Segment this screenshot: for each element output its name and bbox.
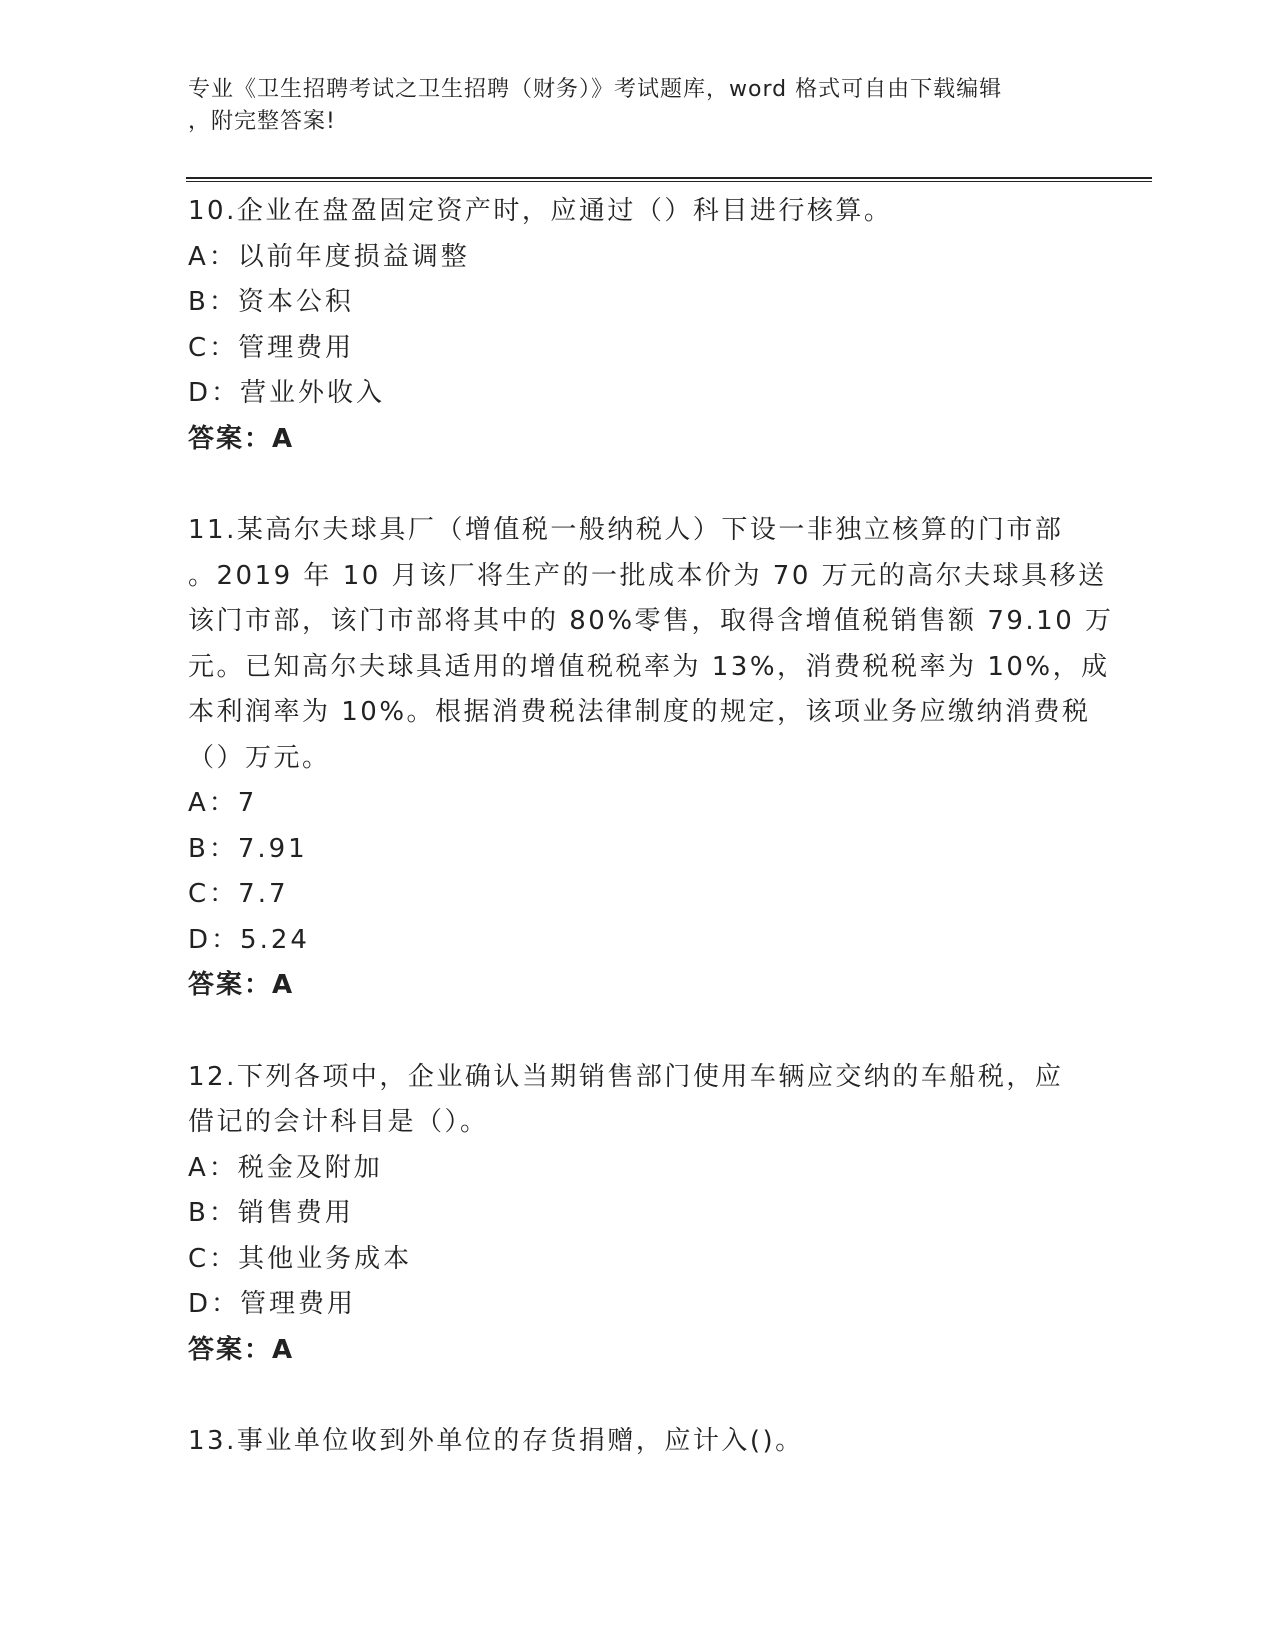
question-list <box>188 189 1114 1465</box>
question-line: 11.某高尔夫球具厂（增值税一般纳税人）下设一非独立核算的门市部 <box>188 515 1064 545</box>
question-12 <box>188 1055 1088 1374</box>
question-13 <box>188 1419 1088 1465</box>
answer-line: 答案：A <box>188 423 295 454</box>
question-line: 10.企业在盘盈固定资产时，应通过（）科目进行核算。 <box>188 196 893 226</box>
question-10 <box>188 189 1088 462</box>
question-line: 13.事业单位收到外单位的存货捐赠，应计入()。 <box>188 1426 804 1456</box>
option-a: A：以前年度损益调整 <box>188 241 470 272</box>
header-line-1: 专业《卫生招聘考试之卫生招聘（财务）》考试题库，word 格式可自由下载编辑 <box>188 77 1003 102</box>
option-d: D：营业外收入 <box>188 378 386 408</box>
question-gap <box>188 1373 1088 1419</box>
question-text <box>188 508 1114 781</box>
question-text <box>188 189 1088 235</box>
question-line: 借记的会计科目是（）。 <box>188 1107 489 1137</box>
question-gap <box>188 462 1088 508</box>
question-line: 该门市部，该门市部将其中的 80%零售，取得含增值税销售额 79.10 万 <box>188 606 1114 636</box>
document-header <box>188 74 1068 138</box>
header-divider <box>186 177 1152 182</box>
option-c: C：其他业务成本 <box>188 1243 413 1274</box>
question-line: 。2019 年 10 月该厂将生产的一批成本价为 70 万元的高尔夫球具移送 <box>188 560 1107 591</box>
question-gap <box>188 1009 1088 1055</box>
header-line-2: ，附完整答案! <box>188 109 336 134</box>
option-b: B：资本公积 <box>188 287 354 317</box>
question-line: 元。已知高尔夫球具适用的增值税税率为 13%，消费税税率为 10%，成 <box>188 651 1110 682</box>
option-a: A：7 <box>188 788 258 818</box>
option-c: C：管理费用 <box>188 332 355 363</box>
option-d: D：管理费用 <box>188 1289 357 1319</box>
question-line: （）万元。 <box>188 742 331 773</box>
question-line: 本利润率为 10%。根据消费税法律制度的规定，该项业务应缴纳消费税 <box>188 697 1091 727</box>
option-c: C：7.7 <box>188 879 289 909</box>
option-d: D：5.24 <box>188 924 310 955</box>
option-b: B：销售费用 <box>188 1198 354 1228</box>
option-b: B：7.91 <box>188 833 308 864</box>
question-11 <box>188 508 1114 1009</box>
question-text <box>188 1055 1088 1146</box>
question-text <box>188 1419 1088 1465</box>
question-line: 12.下列各项中，企业确认当期销售部门使用车辆应交纳的车船税，应 <box>188 1061 1064 1092</box>
answer-line: 答案：A <box>188 1334 295 1365</box>
option-a: A：税金及附加 <box>188 1152 383 1183</box>
answer-line: 答案：A <box>188 970 295 1000</box>
